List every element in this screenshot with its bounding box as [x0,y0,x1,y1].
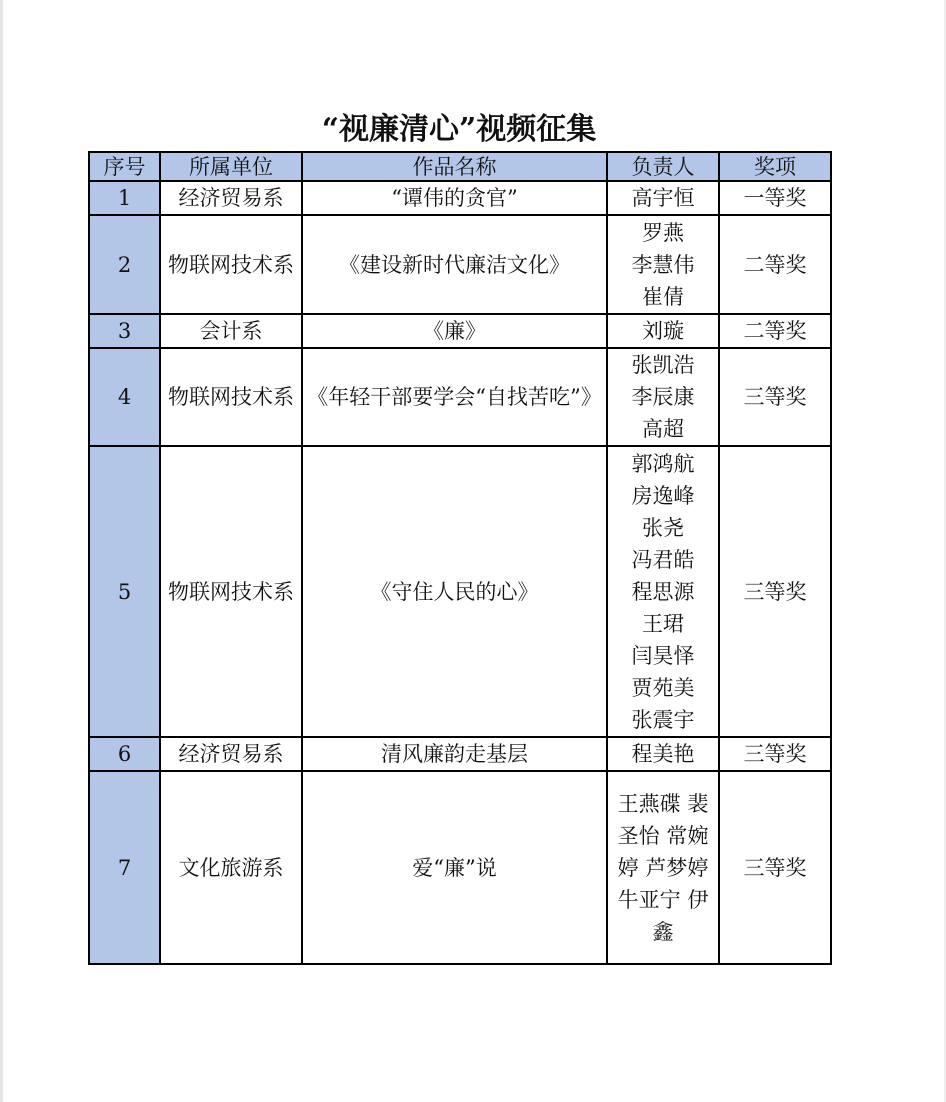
table-row [89,348,831,446]
table-row [89,771,831,964]
lead-names: 郭鸿航 房逸峰 张尧 冯君皓 程思源 王珺 闫昊怿 贾苑美 张震宇 [631,451,695,732]
document-title: “视廉清心”视频征集 [321,112,597,147]
cell-lead [607,771,719,964]
cell-work: “谭伟的贪官” [302,181,607,215]
cell-award: 三等奖 [719,348,831,446]
cell-work: 《建设新时代廉洁文化》 [302,215,607,314]
page-left-edge [0,0,3,1102]
table-row [89,314,831,348]
cell-unit: 物联网技术系 [160,215,302,314]
header-lead: 负责人 [607,152,719,181]
cell-work: 《守住人民的心》 [302,446,607,737]
table-row [89,446,831,737]
cell-lead [607,314,719,348]
cell-work: 《廉》 [302,314,607,348]
cell-no: 7 [89,771,160,964]
cell-work: 爱“廉”说 [302,771,607,964]
lead-names: 程美艳 [631,742,695,766]
header-unit: 所属单位 [160,152,302,181]
lead-names: 张凯浩 李辰康 高超 [631,353,695,441]
lead-names: 高宇恒 [631,186,695,210]
header-award: 奖项 [719,152,831,181]
cell-unit: 经济贸易系 [160,737,302,771]
table-row [89,215,831,314]
cell-unit: 会计系 [160,314,302,348]
cell-unit: 物联网技术系 [160,446,302,737]
header-no: 序号 [89,152,160,181]
lead-names: 刘璇 [642,319,684,343]
cell-lead [607,348,719,446]
cell-no: 6 [89,737,160,771]
lead-names: 罗燕 李慧伟 崔倩 [631,220,695,309]
cell-work: 《年轻干部要学会“自找苦吃”》 [302,348,607,446]
cell-award: 三等奖 [719,771,831,964]
cell-unit: 经济贸易系 [160,181,302,215]
cell-no: 4 [89,348,160,446]
cell-unit: 文化旅游系 [160,771,302,964]
cell-lead [607,215,719,314]
table-row [89,737,831,771]
header-work: 作品名称 [302,152,607,181]
cell-no: 2 [89,215,160,314]
cell-award: 一等奖 [719,181,831,215]
cell-no: 1 [89,181,160,215]
cell-lead [607,181,719,215]
award-table [88,151,832,965]
table-header-row [89,152,831,181]
lead-names: 王燕碟 裴圣怡 常婉婷 芦梦婷 牛亚宁 伊鑫 [617,791,709,944]
cell-award: 二等奖 [719,314,831,348]
cell-award: 三等奖 [719,446,831,737]
table-row [89,181,831,215]
cell-lead [607,446,719,737]
cell-unit: 物联网技术系 [160,348,302,446]
cell-lead [607,737,719,771]
cell-work: 清风廉韵走基层 [302,737,607,771]
cell-award: 三等奖 [719,737,831,771]
cell-award: 二等奖 [719,215,831,314]
cell-no: 3 [89,314,160,348]
cell-no: 5 [89,446,160,737]
